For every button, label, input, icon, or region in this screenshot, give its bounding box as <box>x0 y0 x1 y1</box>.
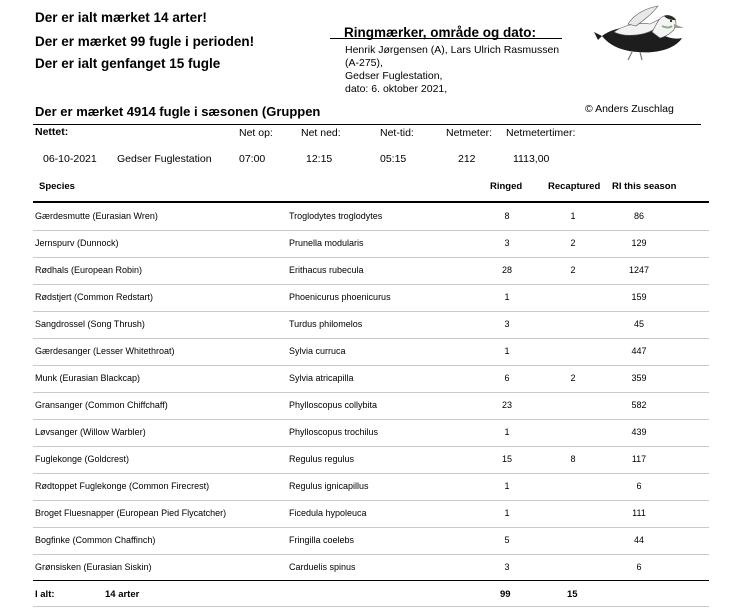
ringed-count: 1 <box>504 508 510 518</box>
season-count: 6 <box>636 562 642 572</box>
species-name: Gærdesanger (Lesser Whitethroat) <box>35 346 175 356</box>
recaptured-count: 1 <box>570 211 576 221</box>
species-name: Jernspurv (Dunnock) <box>35 238 119 248</box>
col-recaptured: Recaptured <box>548 181 601 192</box>
species-name: Sangdrossel (Song Thrush) <box>35 319 145 329</box>
species-name: Rødhals (European Robin) <box>35 265 143 275</box>
species-name: Gærdesmutte (Eurasian Wren) <box>35 211 158 221</box>
recaptured-count: 2 <box>570 373 576 383</box>
ringers-names-cont: (A-275), <box>345 57 383 69</box>
species-latin: Carduelis spinus <box>289 562 356 572</box>
copyright: © Anders Zuschlag <box>585 103 674 115</box>
recaptured-count: 2 <box>570 238 576 248</box>
ringers-names: Henrik Jørgensen (A), Lars Ulrich Rasmussen <box>345 44 560 56</box>
ringed-count: 3 <box>504 562 510 572</box>
species-latin: Turdus philomelos <box>289 319 363 329</box>
totals-label: I alt: <box>35 589 55 600</box>
row-divider <box>33 257 709 258</box>
species-name: Broget Fluesnapper (European Pied Flycatcher) <box>35 508 227 518</box>
season-count: 44 <box>633 535 644 545</box>
species-latin: Prunella modularis <box>289 238 364 248</box>
net-meter: 212 <box>458 153 476 165</box>
table-row <box>0 319 732 346</box>
net-meter-label: Netmeter: <box>446 127 493 139</box>
net-timer: 1113,00 <box>513 153 550 165</box>
table-row <box>0 265 732 292</box>
season-count: 1247 <box>628 265 650 275</box>
row-divider <box>33 446 709 447</box>
ringed-count: 3 <box>504 319 510 329</box>
row-divider <box>33 284 709 285</box>
ringed-count: 1 <box>504 481 510 491</box>
table-row <box>0 400 732 427</box>
row-divider <box>33 554 709 555</box>
table-row <box>0 454 732 481</box>
row-divider <box>33 527 709 528</box>
eider-duck-icon <box>592 2 688 66</box>
summary-ringed: Der er mærket 99 fugle i perioden! <box>35 34 255 49</box>
net-timer-label: Netmetertimer: <box>506 127 576 139</box>
season-count: 111 <box>632 508 646 518</box>
ringers-title-rule <box>330 38 562 39</box>
ringed-count: 1 <box>504 427 510 437</box>
species-latin: Phylloscopus collybita <box>289 400 378 410</box>
net-ned-label: Net ned: <box>301 127 341 139</box>
col-species: Species <box>39 181 75 192</box>
totals-ringed: 99 <box>500 589 511 600</box>
net-date: 06-10-2021 <box>43 153 97 165</box>
summary-recaptured: Der er ialt genfanget 15 fugle <box>35 56 221 71</box>
species-name: Løvsanger (Willow Warbler) <box>35 427 146 437</box>
season-count: 159 <box>631 292 647 302</box>
season-count: 439 <box>631 427 647 437</box>
ringed-count: 5 <box>504 535 510 545</box>
row-divider <box>33 230 709 231</box>
totals-species: 14 arter <box>105 589 140 600</box>
species-name: Bogfinke (Common Chaffinch) <box>35 535 156 545</box>
net-op-label: Net op: <box>239 127 273 139</box>
ringers-title: Ringmærker, område og dato: <box>344 25 537 40</box>
season-count: 129 <box>631 238 647 248</box>
ringed-count: 15 <box>501 454 512 464</box>
row-divider <box>33 365 709 366</box>
net-ned: 12:15 <box>306 153 333 165</box>
season-count: 86 <box>633 211 644 221</box>
table-row <box>0 535 732 562</box>
table-row <box>0 427 732 454</box>
summary-species: Der er ialt mærket 14 arter! <box>35 10 207 25</box>
totals-rule <box>33 580 709 581</box>
species-latin: Erithacus rubecula <box>289 265 364 275</box>
species-latin: Fringilla coelebs <box>289 535 355 545</box>
recaptured-count: 8 <box>570 454 576 464</box>
row-divider <box>33 338 709 339</box>
species-name: Grønsisken (Eurasian Siskin) <box>35 562 152 572</box>
ringed-count: 28 <box>501 265 512 275</box>
row-divider <box>33 419 709 420</box>
recaptured-count: 2 <box>570 265 576 275</box>
row-divider <box>33 473 709 474</box>
species-name: Munk (Eurasian Blackcap) <box>35 373 141 383</box>
ringed-count: 6 <box>504 373 510 383</box>
ringers-date: dato: 6. oktober 2021, <box>345 83 448 95</box>
species-latin: Phylloscopus trochilus <box>289 427 379 437</box>
row-divider <box>33 311 709 312</box>
ringers-place: Gedser Fuglestation, <box>345 70 443 82</box>
season-count: 447 <box>631 346 647 356</box>
ringed-count: 3 <box>504 238 510 248</box>
season-count: 6 <box>636 481 642 491</box>
ringed-count: 1 <box>504 346 510 356</box>
table-row <box>0 373 732 400</box>
species-latin: Phoenicurus phoenicurus <box>289 292 391 302</box>
row-divider <box>33 392 709 393</box>
table-row <box>0 562 732 589</box>
table-row <box>0 211 732 238</box>
net-station: Gedser Fuglestation <box>117 153 212 165</box>
net-op: 07:00 <box>239 153 266 165</box>
species-latin: Troglodytes troglodytes <box>289 211 383 221</box>
table-row <box>0 346 732 373</box>
col-ringed: Ringed <box>490 181 523 192</box>
season-count: 45 <box>633 319 644 329</box>
ringed-count: 23 <box>501 400 512 410</box>
season-rule <box>33 124 701 125</box>
ringed-count: 1 <box>504 292 510 302</box>
species-latin: Regulus ignicapillus <box>289 481 369 491</box>
net-tid-label: Net-tid: <box>380 127 414 139</box>
table-row <box>0 238 732 265</box>
header-rule <box>33 201 709 203</box>
season-count: 117 <box>631 454 647 464</box>
species-name: Gransanger (Common Chiffchaff) <box>35 400 168 410</box>
species-latin: Sylvia curruca <box>289 346 346 356</box>
table-row <box>0 292 732 319</box>
species-name: Fuglekonge (Goldcrest) <box>35 454 130 464</box>
species-name: Rødtoppet Fuglekonge (Common Firecrest) <box>35 481 210 491</box>
net-label: Nettet: <box>35 126 69 138</box>
table-row <box>0 508 732 535</box>
season-total: Der er mærket 4914 fugle i sæsonen (Gruppen <box>35 104 321 119</box>
season-count: 359 <box>631 373 647 383</box>
species-latin: Ficedula hypoleuca <box>289 508 367 518</box>
totals-recaptured: 15 <box>567 589 578 600</box>
species-name: Rødstjert (Common Redstart) <box>35 292 154 302</box>
species-latin: Sylvia atricapilla <box>289 373 354 383</box>
ringed-count: 8 <box>504 211 510 221</box>
row-divider <box>33 500 709 501</box>
bottom-rule <box>33 606 709 607</box>
net-tid: 05:15 <box>380 153 407 165</box>
season-count: 582 <box>631 400 647 410</box>
table-row <box>0 481 732 508</box>
col-season: RI this season <box>612 181 677 192</box>
species-latin: Regulus regulus <box>289 454 355 464</box>
